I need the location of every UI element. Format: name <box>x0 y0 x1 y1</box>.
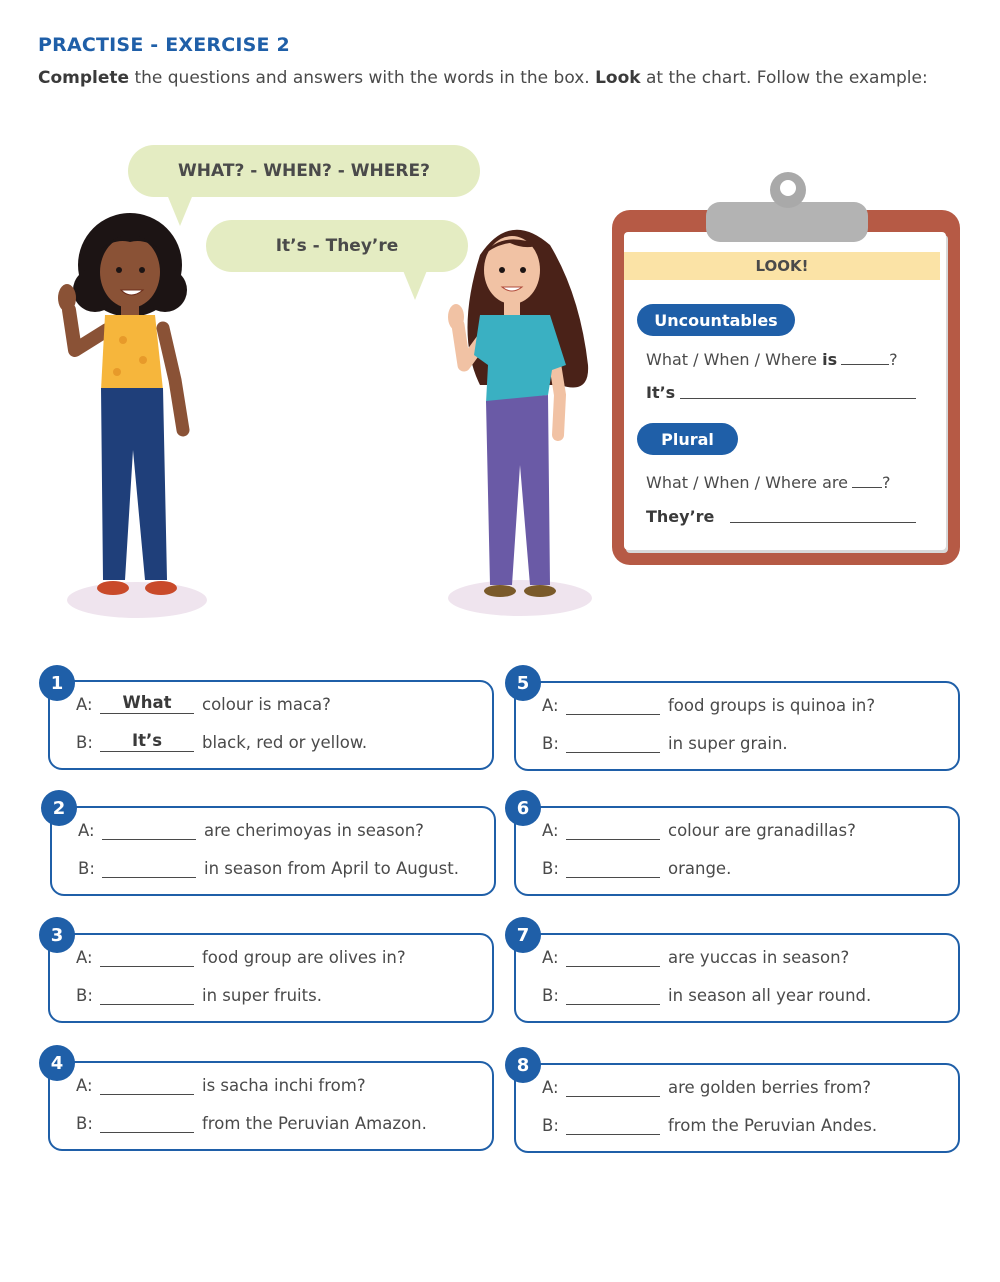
answer-blank-1b[interactable]: It’s <box>100 732 194 752</box>
question-1-b-text: black, red or yellow. <box>202 733 368 752</box>
blank-line <box>841 364 889 365</box>
answer-blank-3b[interactable] <box>100 985 194 1005</box>
question-box-8 <box>514 1063 960 1153</box>
blank-line <box>852 487 882 488</box>
question-number-7: 7 <box>505 917 541 953</box>
clipboard-clip <box>706 202 868 242</box>
question-7-a <box>542 947 849 967</box>
a-label: A: <box>542 696 559 715</box>
a-label: A: <box>76 948 93 967</box>
answer-blank-2a[interactable] <box>102 820 196 840</box>
question-3-b-text: in super fruits. <box>202 986 322 1005</box>
b-label: B: <box>542 1116 559 1135</box>
question-number-5: 5 <box>505 665 541 701</box>
question-2-b-text: in season from April to August. <box>204 859 459 878</box>
question-4-b-text: from the Peruvian Amazon. <box>202 1114 427 1133</box>
question-7-b-text: in season all year round. <box>668 986 872 1005</box>
girl-illustration-left <box>55 210 215 620</box>
question-6-a <box>542 820 856 840</box>
page-title: PRACTISE - EXERCISE 2 <box>38 34 290 56</box>
question-5-a-text: food groups is quinoa in? <box>668 696 876 715</box>
question-4-a <box>76 1075 366 1095</box>
question-number-3: 3 <box>39 917 75 953</box>
question-box-4 <box>48 1061 494 1151</box>
instr-text-2: at the chart. Follow the example: <box>640 68 928 88</box>
clipboard-clip-hole <box>780 180 796 196</box>
its-text: It’s <box>646 383 676 402</box>
blank-line <box>730 522 916 523</box>
a-label: A: <box>542 948 559 967</box>
question-3-a <box>76 947 406 967</box>
question-number-2: 2 <box>41 790 77 826</box>
blank-line <box>680 398 916 399</box>
question-5-b <box>542 733 788 753</box>
question-box-1 <box>48 680 494 770</box>
question-1-a <box>76 694 331 714</box>
answer-blank-2b[interactable] <box>102 858 196 878</box>
answer-blank-5a[interactable] <box>566 695 660 715</box>
theyre-text: They’re <box>646 507 715 526</box>
question-3-b <box>76 985 322 1005</box>
b-label: B: <box>542 859 559 878</box>
question-number-1: 1 <box>39 665 75 701</box>
uncountables-question <box>646 350 898 369</box>
a-label: A: <box>78 821 95 840</box>
question-8-b-text: from the Peruvian Andes. <box>668 1116 878 1135</box>
question-1-b <box>76 732 367 752</box>
girl-illustration-right <box>440 215 600 620</box>
question-8-a <box>542 1077 871 1097</box>
b-label: B: <box>542 986 559 1005</box>
question-5-a <box>542 695 875 715</box>
uncountables-label: Uncountables <box>637 304 795 336</box>
b-label: B: <box>76 733 93 752</box>
question-2-a <box>78 820 424 840</box>
answer-blank-5b[interactable] <box>566 733 660 753</box>
a-label: A: <box>76 1076 93 1095</box>
b-label: B: <box>76 1114 93 1133</box>
answer-blank-4b[interactable] <box>100 1113 194 1133</box>
question-box-2 <box>50 806 496 896</box>
answer-blank-8b[interactable] <box>566 1115 660 1135</box>
its-label <box>646 383 675 402</box>
a-label: A: <box>76 695 93 714</box>
question-8-a-text: are golden berries from? <box>668 1078 872 1097</box>
answer-blank-7a[interactable] <box>566 947 660 967</box>
question-4-b <box>76 1113 427 1133</box>
answer-blank-8a[interactable] <box>566 1077 660 1097</box>
answer-blank-7b[interactable] <box>566 985 660 1005</box>
instructions <box>38 68 928 88</box>
question-2-b <box>78 858 459 878</box>
question-number-8: 8 <box>505 1047 541 1083</box>
question-box-5 <box>514 681 960 771</box>
question-2-a-text: are cherimoyas in season? <box>204 821 424 840</box>
question-7-b <box>542 985 871 1005</box>
answer-blank-3a[interactable] <box>100 947 194 967</box>
question-5-b-text: in super grain. <box>668 734 788 753</box>
instr-look: Look <box>595 68 641 88</box>
theyre-label <box>646 507 714 526</box>
instr-complete: Complete <box>38 68 130 88</box>
plural-question-text: What / When / Where are <box>646 473 848 492</box>
uncountables-verb: is <box>822 350 838 369</box>
answer-blank-4a[interactable] <box>100 1075 194 1095</box>
speech-bubble-answer-words: It’s - They’re <box>206 220 468 272</box>
speech-bubble-tail <box>402 268 428 300</box>
answer-blank-1a[interactable]: What <box>100 694 194 714</box>
question-box-7 <box>514 933 960 1023</box>
plural-label: Plural <box>637 423 738 455</box>
question-mark: ? <box>889 350 898 369</box>
question-7-a-text: are yuccas in season? <box>668 948 850 967</box>
instr-text-1: the questions and answers with the words in the box. <box>129 68 596 88</box>
b-label: B: <box>76 986 93 1005</box>
question-8-b <box>542 1115 877 1135</box>
question-number-4: 4 <box>39 1045 75 1081</box>
answer-blank-6b[interactable] <box>566 858 660 878</box>
question-1-a-text: colour is maca? <box>202 695 331 714</box>
question-number-6: 6 <box>505 790 541 826</box>
plural-question <box>646 473 890 492</box>
question-box-3 <box>48 933 494 1023</box>
question-6-a-text: colour are granadillas? <box>668 821 856 840</box>
question-6-b-text: orange. <box>668 859 732 878</box>
question-mark: ? <box>881 473 891 492</box>
answer-blank-6a[interactable] <box>566 820 660 840</box>
question-6-b <box>542 858 731 878</box>
uncountables-question-text: What / When / Where <box>646 350 823 369</box>
b-label: B: <box>78 859 95 878</box>
speech-bubble-question-words: WHAT? - WHEN? - WHERE? <box>128 145 480 197</box>
look-heading: LOOK! <box>624 252 940 280</box>
a-label: A: <box>542 1078 559 1097</box>
question-box-6 <box>514 806 960 896</box>
question-3-a-text: food group are olives in? <box>202 948 406 967</box>
question-4-a-text: is sacha inchi from? <box>202 1076 366 1095</box>
b-label: B: <box>542 734 559 753</box>
a-label: A: <box>542 821 559 840</box>
